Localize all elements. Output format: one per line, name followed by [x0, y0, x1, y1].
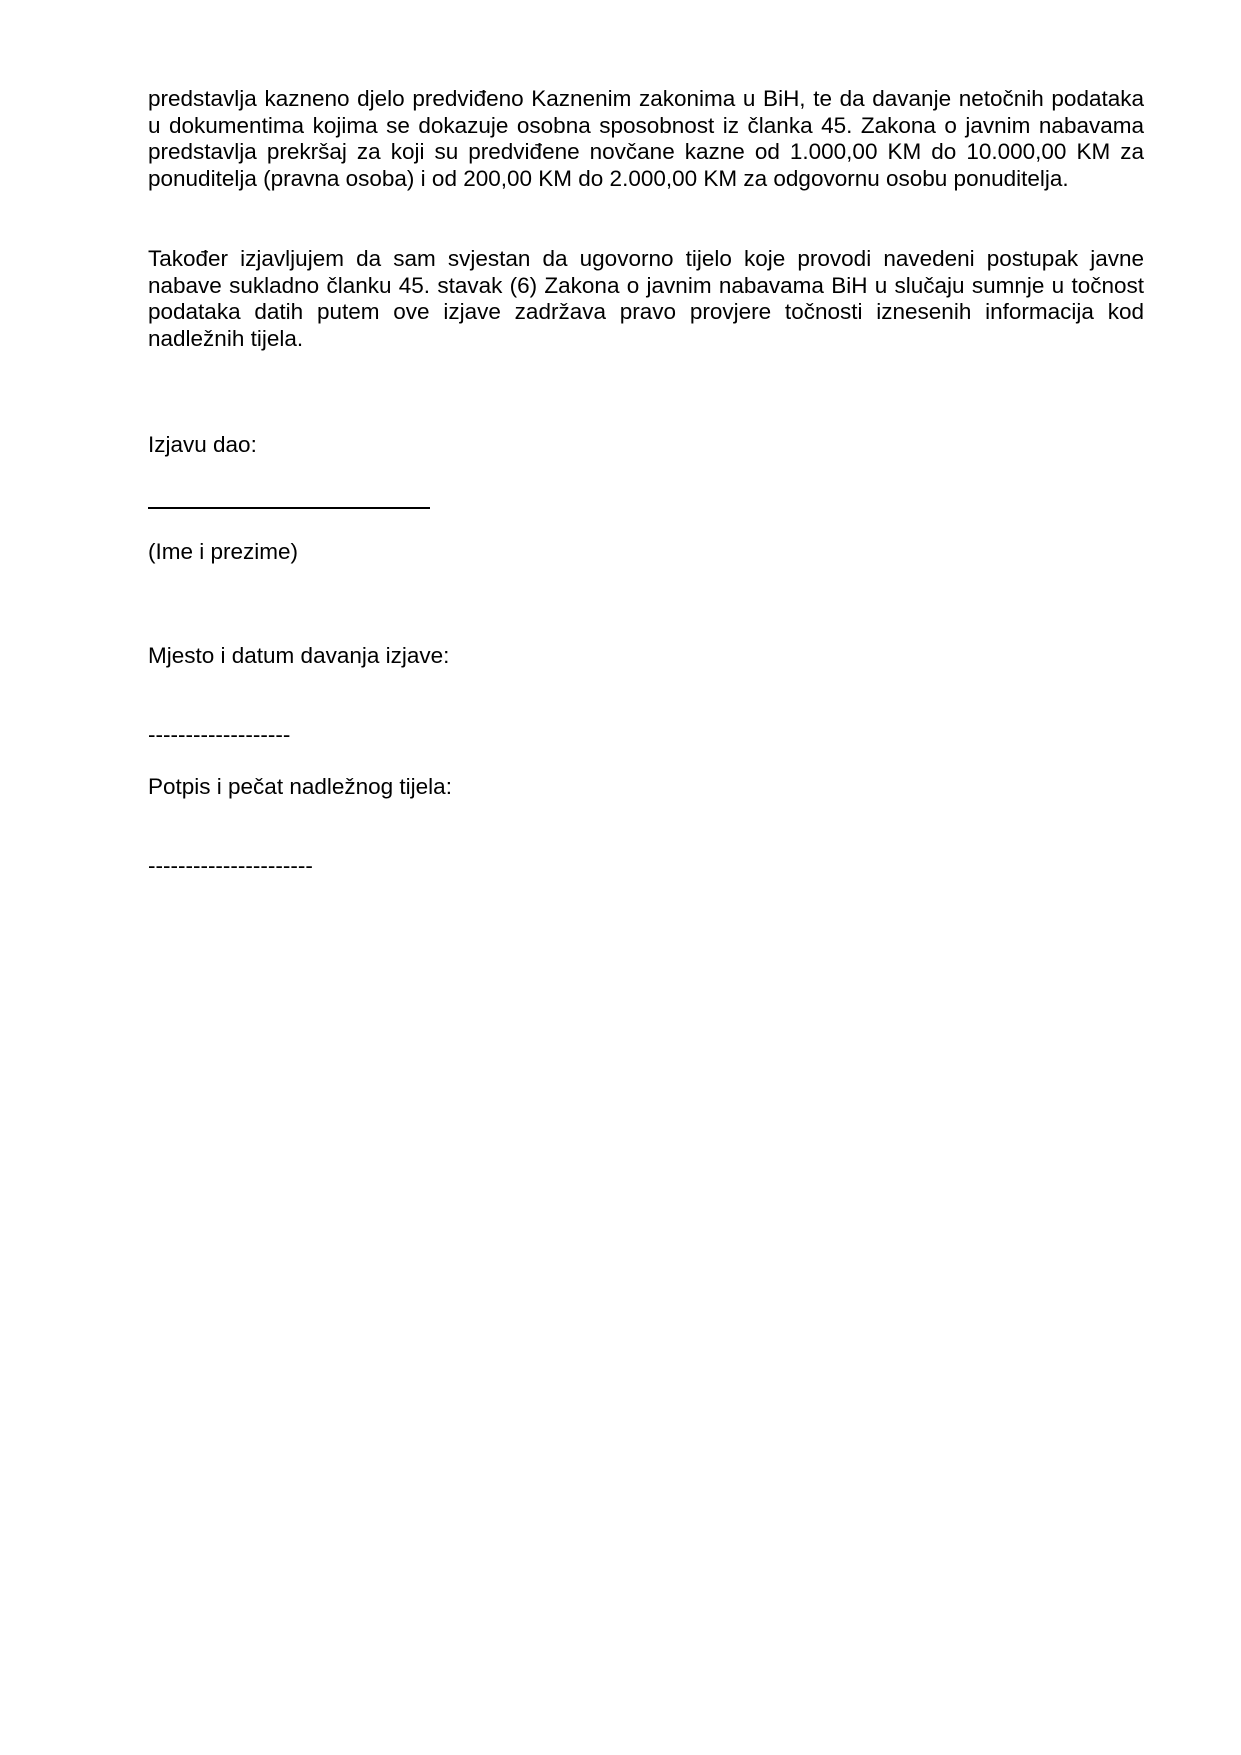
place-date-dashes: -------------------	[148, 722, 291, 747]
declarant-signature-line	[148, 507, 430, 509]
liability-paragraph: predstavlja kazneno djelo predviđeno Kaznenim zakonima u BiH, te da davanje netočnih podataka u dokumentima kojima se dokazuje osobna sposobnost iz članka 45. Zakona o javnim nabavama predstavlja prekršaj za koji su predviđene novčane kazne od 1.000,00 KM do 10.000,00 KM za ponuditelja (pravna osoba) i od 200,00 KM do 2.000,00 KM za odgovornu osobu ponuditelja.	[148, 86, 1144, 191]
verification-paragraph: Također izjavljujem da sam svjestan da ugovorno tijelo koje provodi navedeni postupak javne nabave sukladno članku 45. stavak (6) Zakona o javnim nabavama BiH u slučaju sumnje u točnost podataka datih putem ove izjave zadržava pravo provjere točnosti iznesenih informacija kod nadležnih tijela.	[148, 246, 1144, 351]
stamp-label: Potpis i pečat nadležnog tijela:	[148, 774, 452, 799]
place-date-label: Mjesto i datum davanja izjave:	[148, 643, 450, 668]
declarant-label: Izjavu dao:	[148, 432, 257, 457]
name-caption: (Ime i prezime)	[148, 539, 299, 564]
stamp-dashes: ----------------------	[148, 853, 313, 878]
